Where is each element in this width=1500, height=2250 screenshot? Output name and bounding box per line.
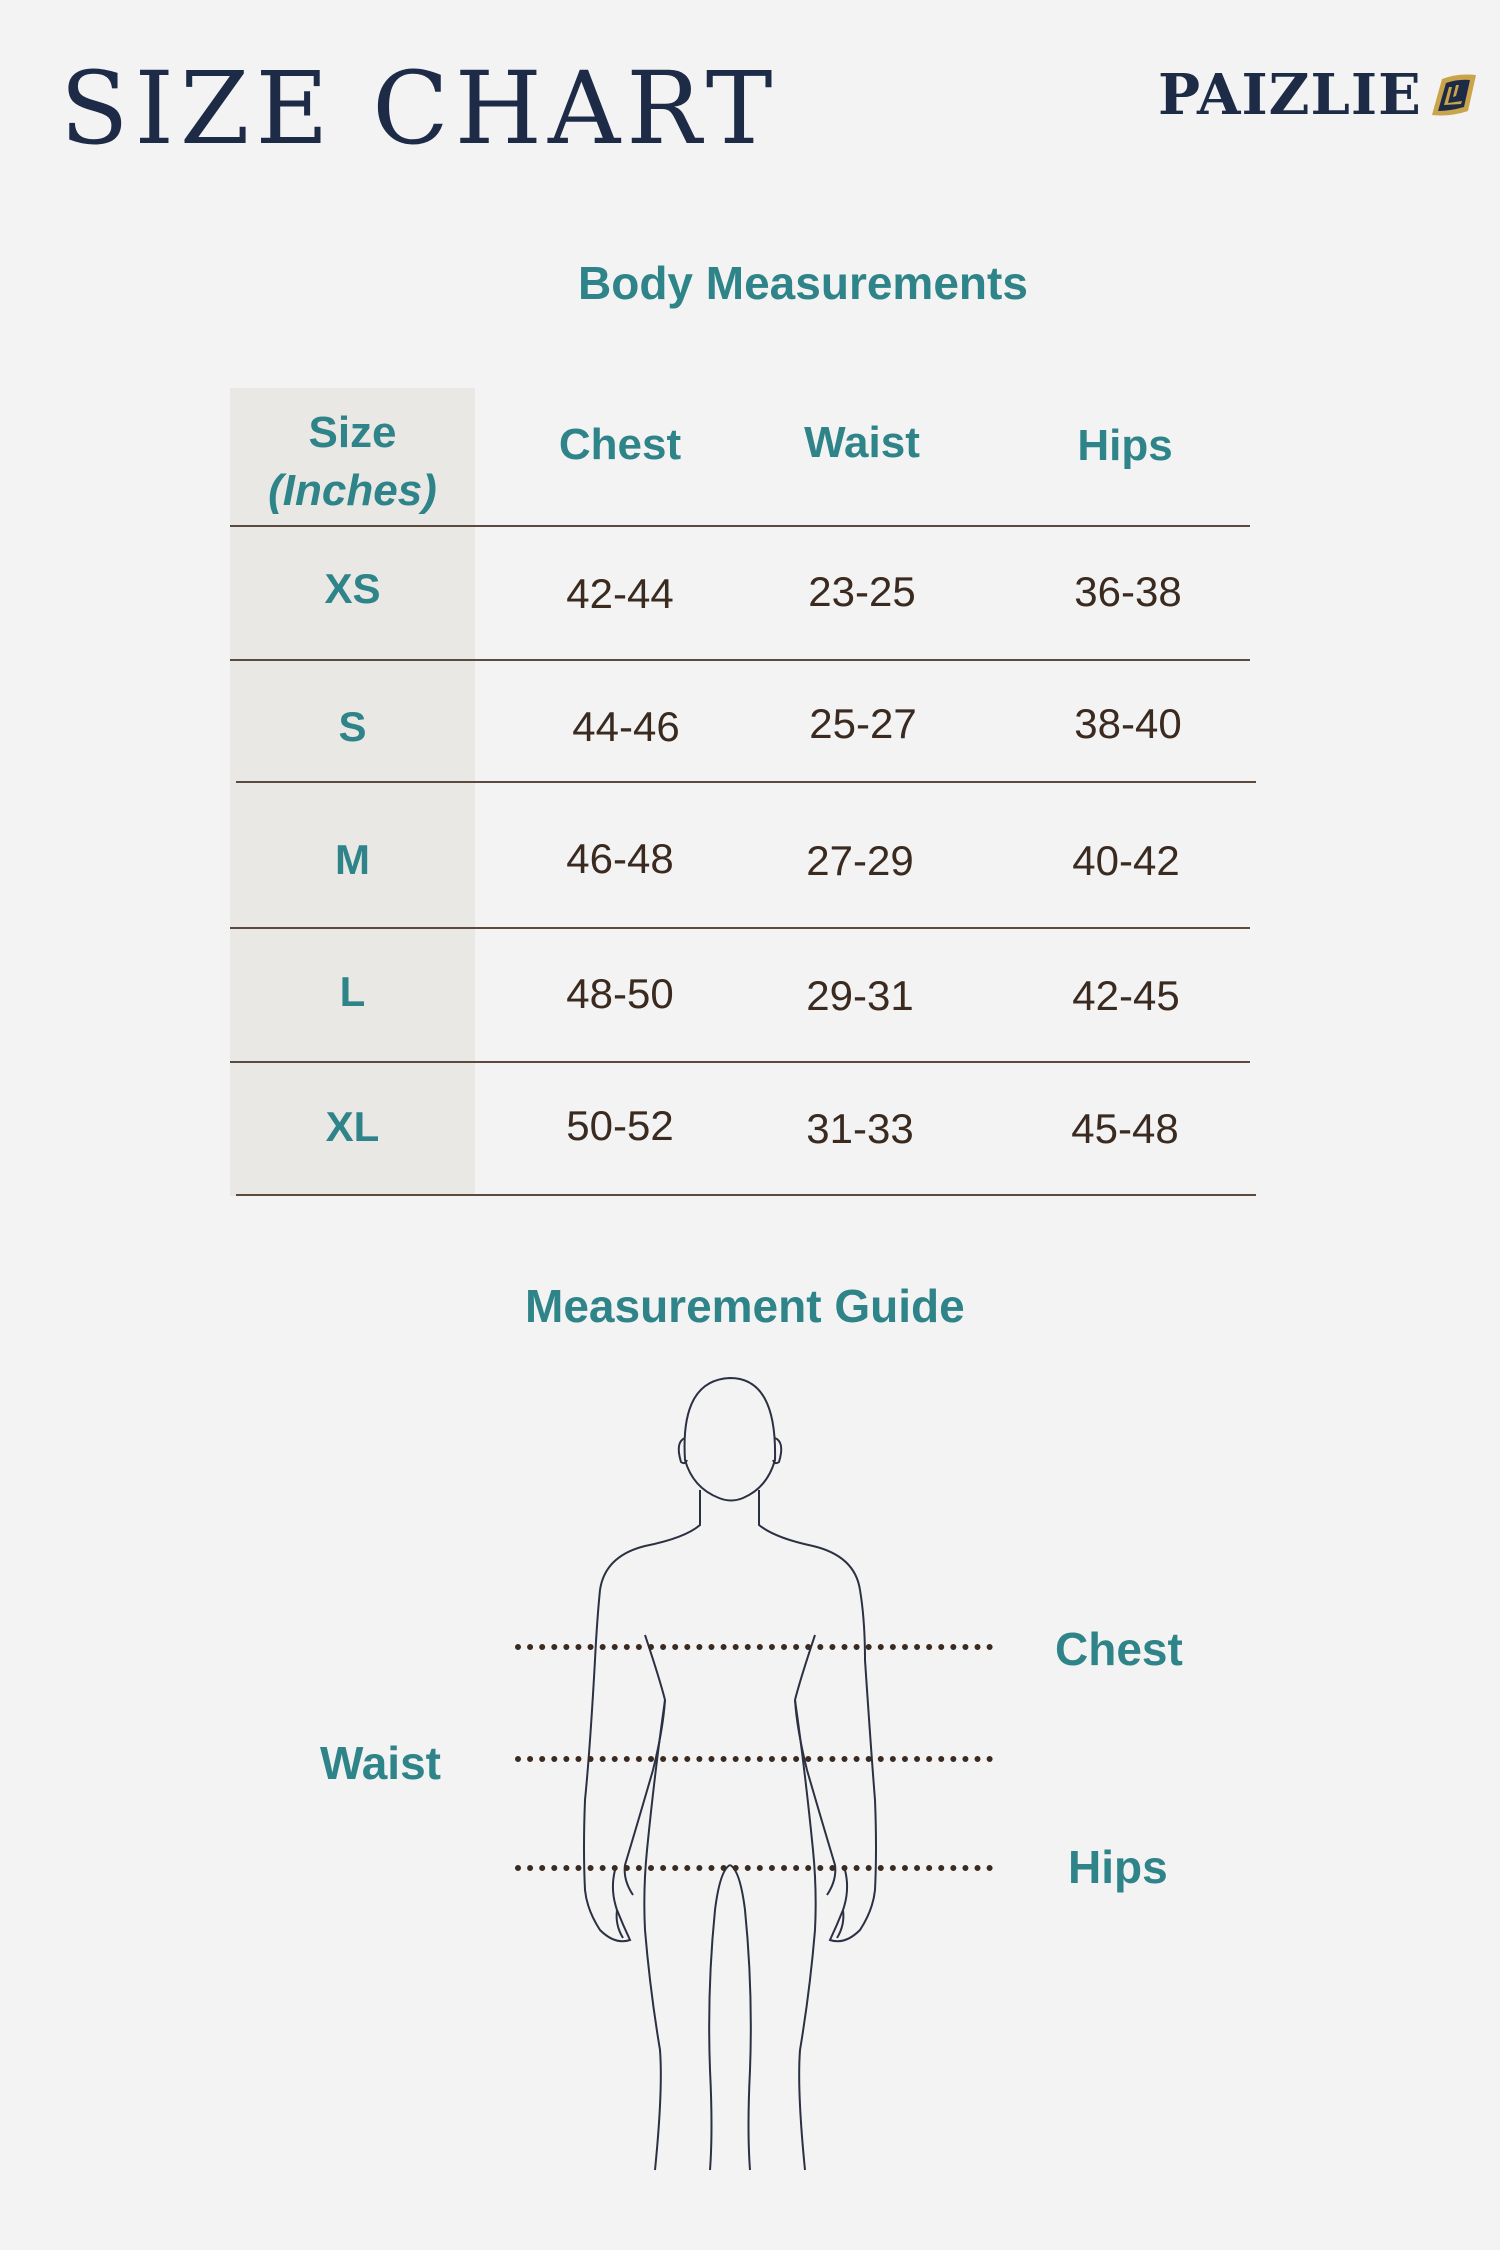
row-divider (230, 659, 1250, 661)
waist-measure-line (515, 1756, 993, 1762)
guide-label-chest: Chest (1055, 1623, 1183, 1675)
guide-label-hips: Hips (1068, 1841, 1168, 1893)
cell-hips: 38-40 (1074, 700, 1182, 747)
body-measurements-title: Body Measurements (578, 257, 1028, 309)
leaf-logo-icon (1428, 71, 1480, 119)
cell-size: M (335, 836, 370, 883)
brand (1158, 62, 1480, 128)
human-body-outline-icon (505, 1370, 1025, 2190)
cell-waist: 27-29 (806, 837, 914, 884)
row-divider (230, 927, 1250, 929)
cell-waist: 31-33 (806, 1105, 914, 1152)
cell-waist: 25-27 (809, 700, 917, 747)
cell-size: S (338, 703, 367, 750)
cell-chest: 50-52 (566, 1102, 674, 1149)
header-size-unit: (Inches) (268, 466, 437, 515)
cell-hips: 42-45 (1072, 972, 1180, 1019)
cell-chest: 44-46 (572, 703, 680, 750)
cell-waist: 29-31 (806, 972, 914, 1019)
header-waist: Waist (804, 418, 920, 467)
header-hips: Hips (1077, 421, 1173, 470)
header-size (230, 404, 475, 520)
cell-chest: 42-44 (566, 570, 674, 617)
cell-hips: 36-38 (1074, 568, 1182, 615)
header-chest: Chest (558, 420, 682, 469)
chest-measure-line (515, 1644, 993, 1650)
row-divider (230, 1061, 1250, 1063)
cell-size: XL (325, 1103, 380, 1150)
cell-chest: 46-48 (566, 835, 674, 882)
measurement-guide-title: Measurement Guide (525, 1280, 965, 1332)
cell-hips: 45-48 (1071, 1105, 1179, 1152)
row-divider (236, 781, 1256, 783)
cell-size: L (339, 968, 366, 1015)
row-divider (236, 1194, 1256, 1196)
cell-size: XS (324, 565, 381, 612)
brand-name: PAIZLIE (1158, 62, 1422, 128)
cell-hips: 40-42 (1072, 837, 1180, 884)
row-divider (230, 525, 1250, 527)
guide-label-waist: Waist (320, 1737, 441, 1789)
header-size-label: Size (308, 408, 397, 457)
hips-measure-line (515, 1865, 993, 1871)
cell-waist: 23-25 (808, 568, 916, 615)
page-title: SIZE CHART (60, 50, 779, 167)
cell-chest: 48-50 (566, 970, 674, 1017)
